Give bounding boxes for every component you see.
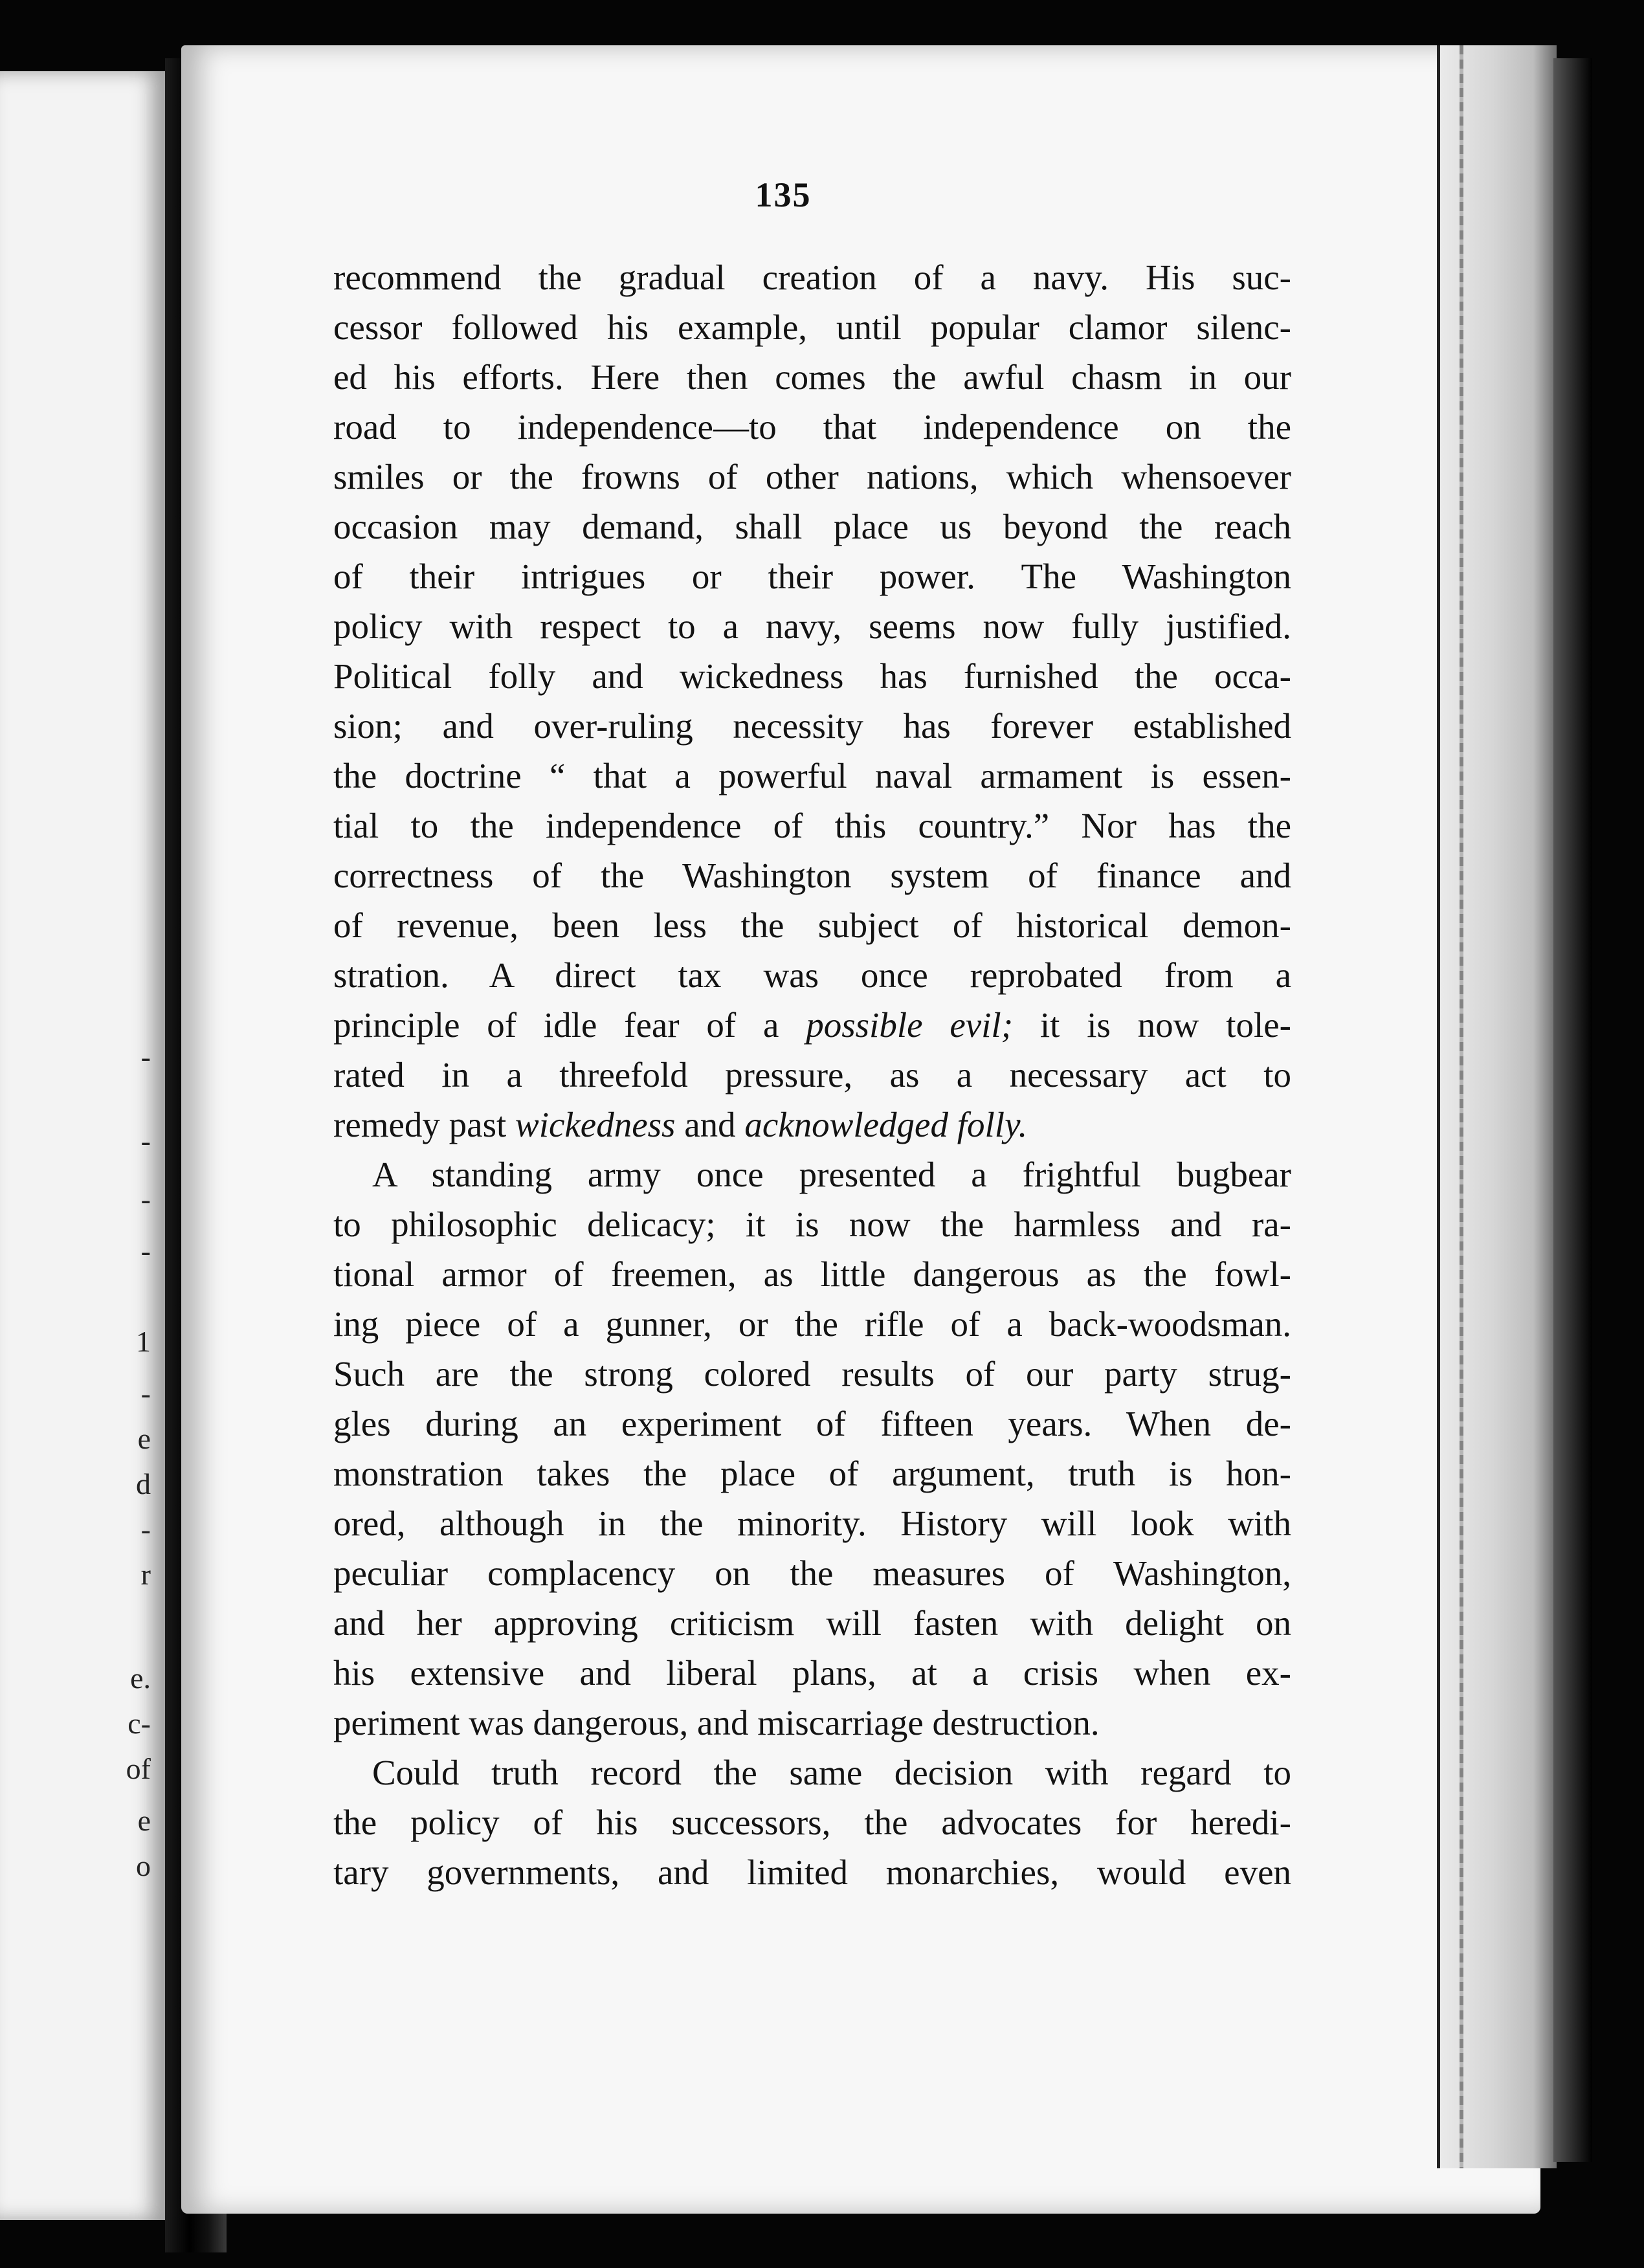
page-fold-line [1460, 45, 1463, 2168]
text-line: gles during an experiment of fifteen years. When de- [333, 1404, 1291, 1443]
italic-text: possible evil; [806, 1005, 1014, 1045]
margin-glyph: r [140, 1558, 151, 1591]
text-line: sion; and over-ruling necessity has forever established [333, 706, 1291, 746]
margin-glyph: - [140, 1040, 151, 1073]
text-line: periment was dangerous, and miscarriage destruction. [333, 1703, 1100, 1742]
text-line: Could truth record the same decision with regard to [372, 1753, 1291, 1792]
margin-glyph: e [137, 1422, 151, 1455]
margin-glyph: e [137, 1804, 151, 1837]
page-right-edge [1437, 45, 1557, 2168]
margin-glyph: - [140, 1234, 151, 1267]
text-line: and her approving criticism will fasten with delight on [333, 1603, 1291, 1643]
text-line [333, 1100, 1291, 1150]
italic-text: wickedness [515, 1105, 676, 1144]
text-line: tional armor of freemen, as little dangerous as the fowl- [333, 1254, 1291, 1294]
text-line: A standing army once presented a frightful bugbear [372, 1155, 1291, 1194]
text-line: of their intrigues or their power. The Washington [333, 557, 1291, 596]
text-line: stration. A direct tax was once reprobated from a [333, 955, 1291, 995]
text-line: of revenue, been less the subject of historical demon- [333, 906, 1291, 945]
margin-glyph: - [140, 1377, 151, 1410]
page-stack-edge [1553, 58, 1592, 2162]
text-line: to philosophic delicacy; it is now the harmless and ra- [333, 1205, 1291, 1244]
margin-glyph: c- [128, 1707, 151, 1740]
margin-glyph: d [136, 1467, 151, 1500]
text-fragment: remedy past [333, 1105, 516, 1144]
margin-glyph: 1 [136, 1325, 151, 1358]
text-line: ed his efforts. Here then comes the awful chasm in our [333, 357, 1291, 397]
text-fragment: it is now tole- [1013, 1005, 1291, 1045]
margin-glyph: - [140, 1183, 151, 1216]
text-line: his extensive and liberal plans, at a crisis when ex- [333, 1653, 1291, 1693]
left-page-edge [0, 71, 165, 2220]
text-line: tary governments, and limited monarchies, would even [333, 1852, 1291, 1892]
text-line: correctness of the Washington system of finance and [333, 856, 1291, 895]
text-line: tial to the independence of this country.” Nor has the [333, 806, 1291, 845]
italic-text: acknowledged folly. [744, 1105, 1028, 1144]
text-line: the policy of his successors, the advocates for heredi- [333, 1803, 1291, 1842]
page-number: 135 [755, 175, 812, 214]
margin-glyph: o [136, 1849, 151, 1882]
text-line: road to independence—to that independence on the [333, 407, 1291, 447]
text-line: rated in a threefold pressure, as a necessary act to [333, 1055, 1291, 1095]
text-line [333, 1000, 1291, 1050]
text-line: the doctrine “ that a powerful naval armament is essen- [333, 756, 1291, 795]
text-fragment: principle of idle fear of a [333, 1005, 806, 1045]
text-line: ored, although in the minority. History will look with [333, 1504, 1291, 1543]
text-line: peculiar complacency on the measures of Washington, [333, 1553, 1291, 1593]
margin-glyph: of [126, 1752, 151, 1785]
text-line: smiles or the frowns of other nations, which whensoever [333, 457, 1291, 496]
left-page-margin-glyphs [0, 71, 165, 2220]
text-line: occasion may demand, shall place us beyond the reach [333, 507, 1291, 546]
text-line: cessor followed his example, until popular clamor silenc- [333, 307, 1291, 347]
text-line: policy with respect to a navy, seems now fully justified. [333, 606, 1291, 646]
text-line: recommend the gradual creation of a navy. His suc- [333, 258, 1291, 297]
margin-glyph: - [140, 1513, 151, 1546]
margin-glyph: - [140, 1124, 151, 1157]
text-fragment: and [675, 1105, 745, 1144]
text-line: monstration takes the place of argument, truth is hon- [333, 1454, 1291, 1493]
text-line: ing piece of a gunner, or the rifle of a back-woodsman. [333, 1304, 1291, 1344]
text-line: Political folly and wickedness has furnished the occa- [333, 656, 1291, 696]
margin-glyph: e. [130, 1662, 151, 1695]
body-text [333, 252, 1291, 1897]
text-line: Such are the strong colored results of our party strug- [333, 1354, 1291, 1394]
